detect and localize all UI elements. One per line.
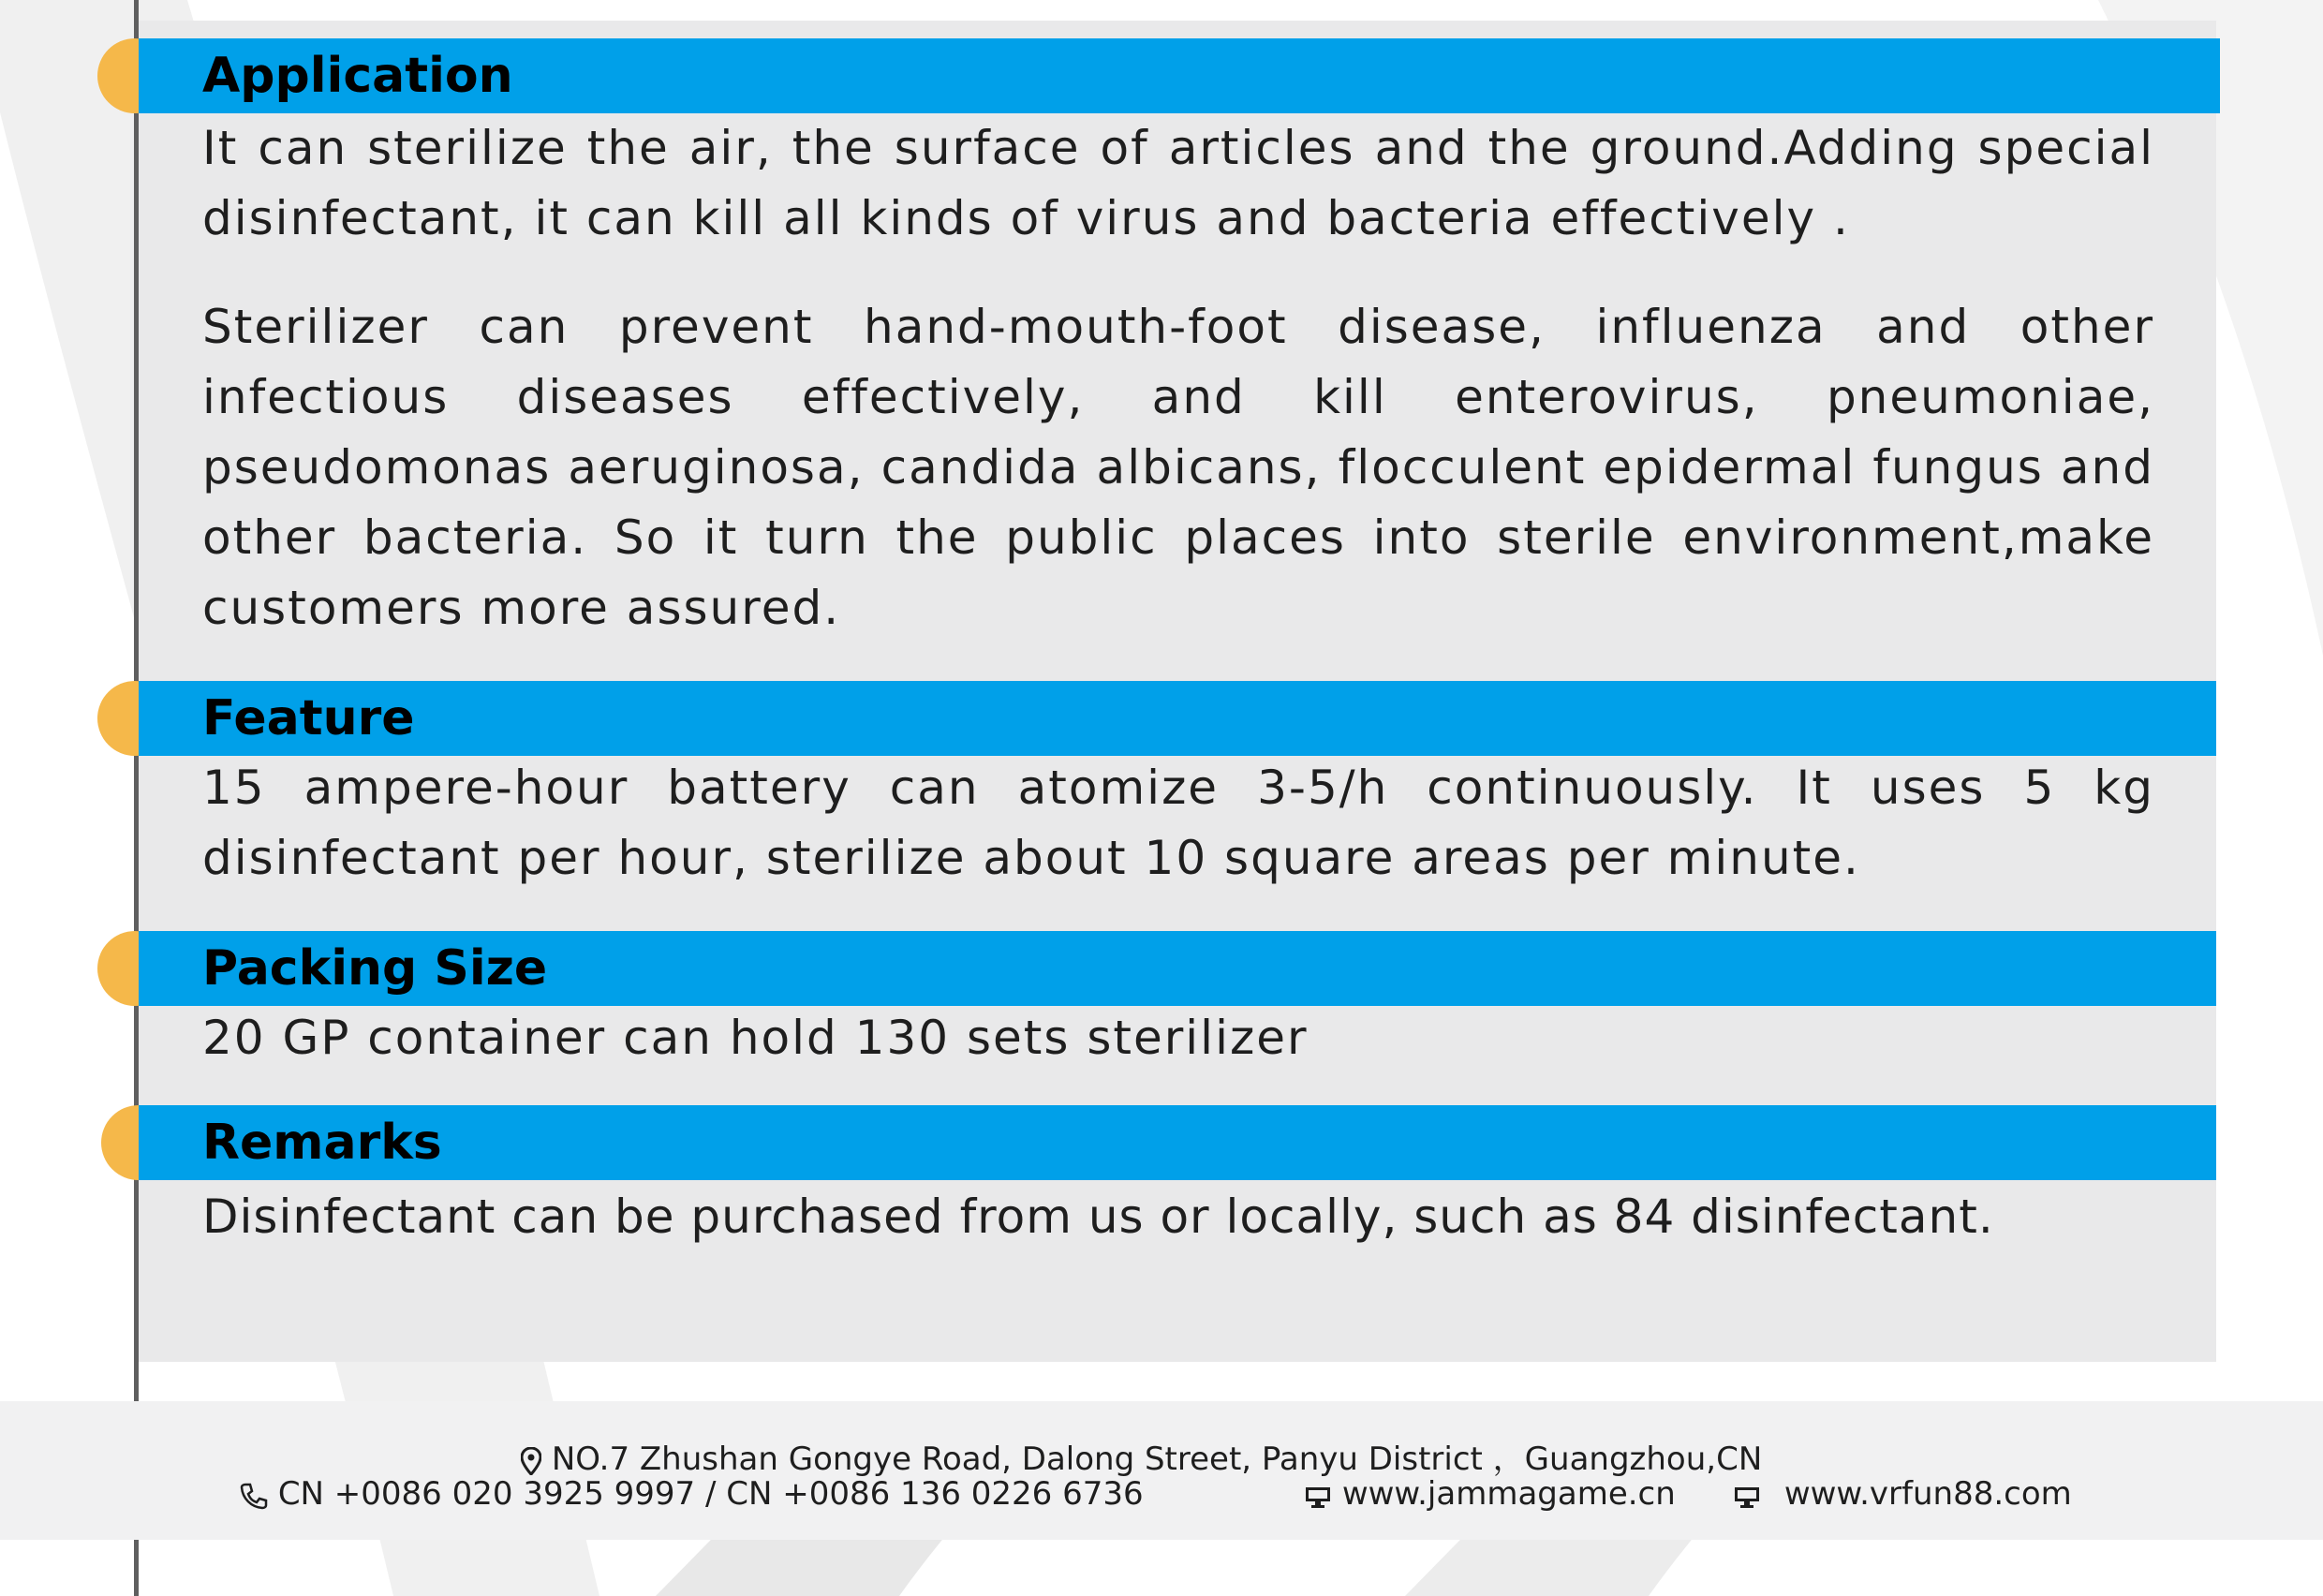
footer-address [521, 1441, 1762, 1478]
section-title-application: Application [202, 48, 513, 104]
monitor-icon [1733, 1483, 1761, 1509]
footer-phone [240, 1475, 1144, 1513]
monitor-icon [1304, 1483, 1332, 1509]
packing-size-paragraph: 20 GP container can hold 130 sets sterilizer [202, 1011, 1309, 1065]
section-header-bar [139, 1105, 2216, 1180]
footer-website-1 [1304, 1475, 1676, 1513]
footer-website-2-link[interactable]: www.vrfun88.com [1783, 1475, 2072, 1513]
footer-phone-text: CN +0086 020 3925 9997 / CN +0086 136 0226 6736 [277, 1475, 1144, 1513]
section-header-bar [139, 681, 2216, 756]
section-title-packing-size: Packing Size [202, 940, 548, 997]
feature-paragraph: 15 ampere-hour battery can atomize 3-5/h continuously. It uses 5 kg disinfectant per hour, sterilize about 10 square areas per minute. [202, 761, 2154, 885]
section-title-remarks: Remarks [202, 1115, 442, 1171]
phone-icon [240, 1482, 268, 1510]
location-pin-icon [521, 1447, 541, 1475]
section-title-feature: Feature [202, 690, 415, 746]
application-paragraph-2: Sterilizer can prevent hand-mouth-foot disease, influenza and other infectious diseases effectively, and kill enterovirus, pneumoniae, pseudomonas aeruginosa, candida albicans, flocculent epidermal fungus and other bacteria. So it turn the public places into sterile environment,make customers more assured. [202, 300, 2154, 635]
footer-address-text: NO.7 Zhushan Gongye Road, Dalong Street, Panyu District ，Guangzhou,CN [551, 1441, 1763, 1478]
footer-website-1-link[interactable]: www.jammagame.cn [1341, 1475, 1676, 1513]
footer-website-2 [1733, 1475, 2072, 1513]
application-paragraph-1: It can sterilize the air, the surface of articles and the ground.Adding special disinfectant, it can kill all kinds of virus and bacteria effectively . [202, 121, 2154, 245]
remarks-paragraph: Disinfectant can be purchased from us or locally, such as 84 disinfectant. [202, 1190, 1994, 1244]
